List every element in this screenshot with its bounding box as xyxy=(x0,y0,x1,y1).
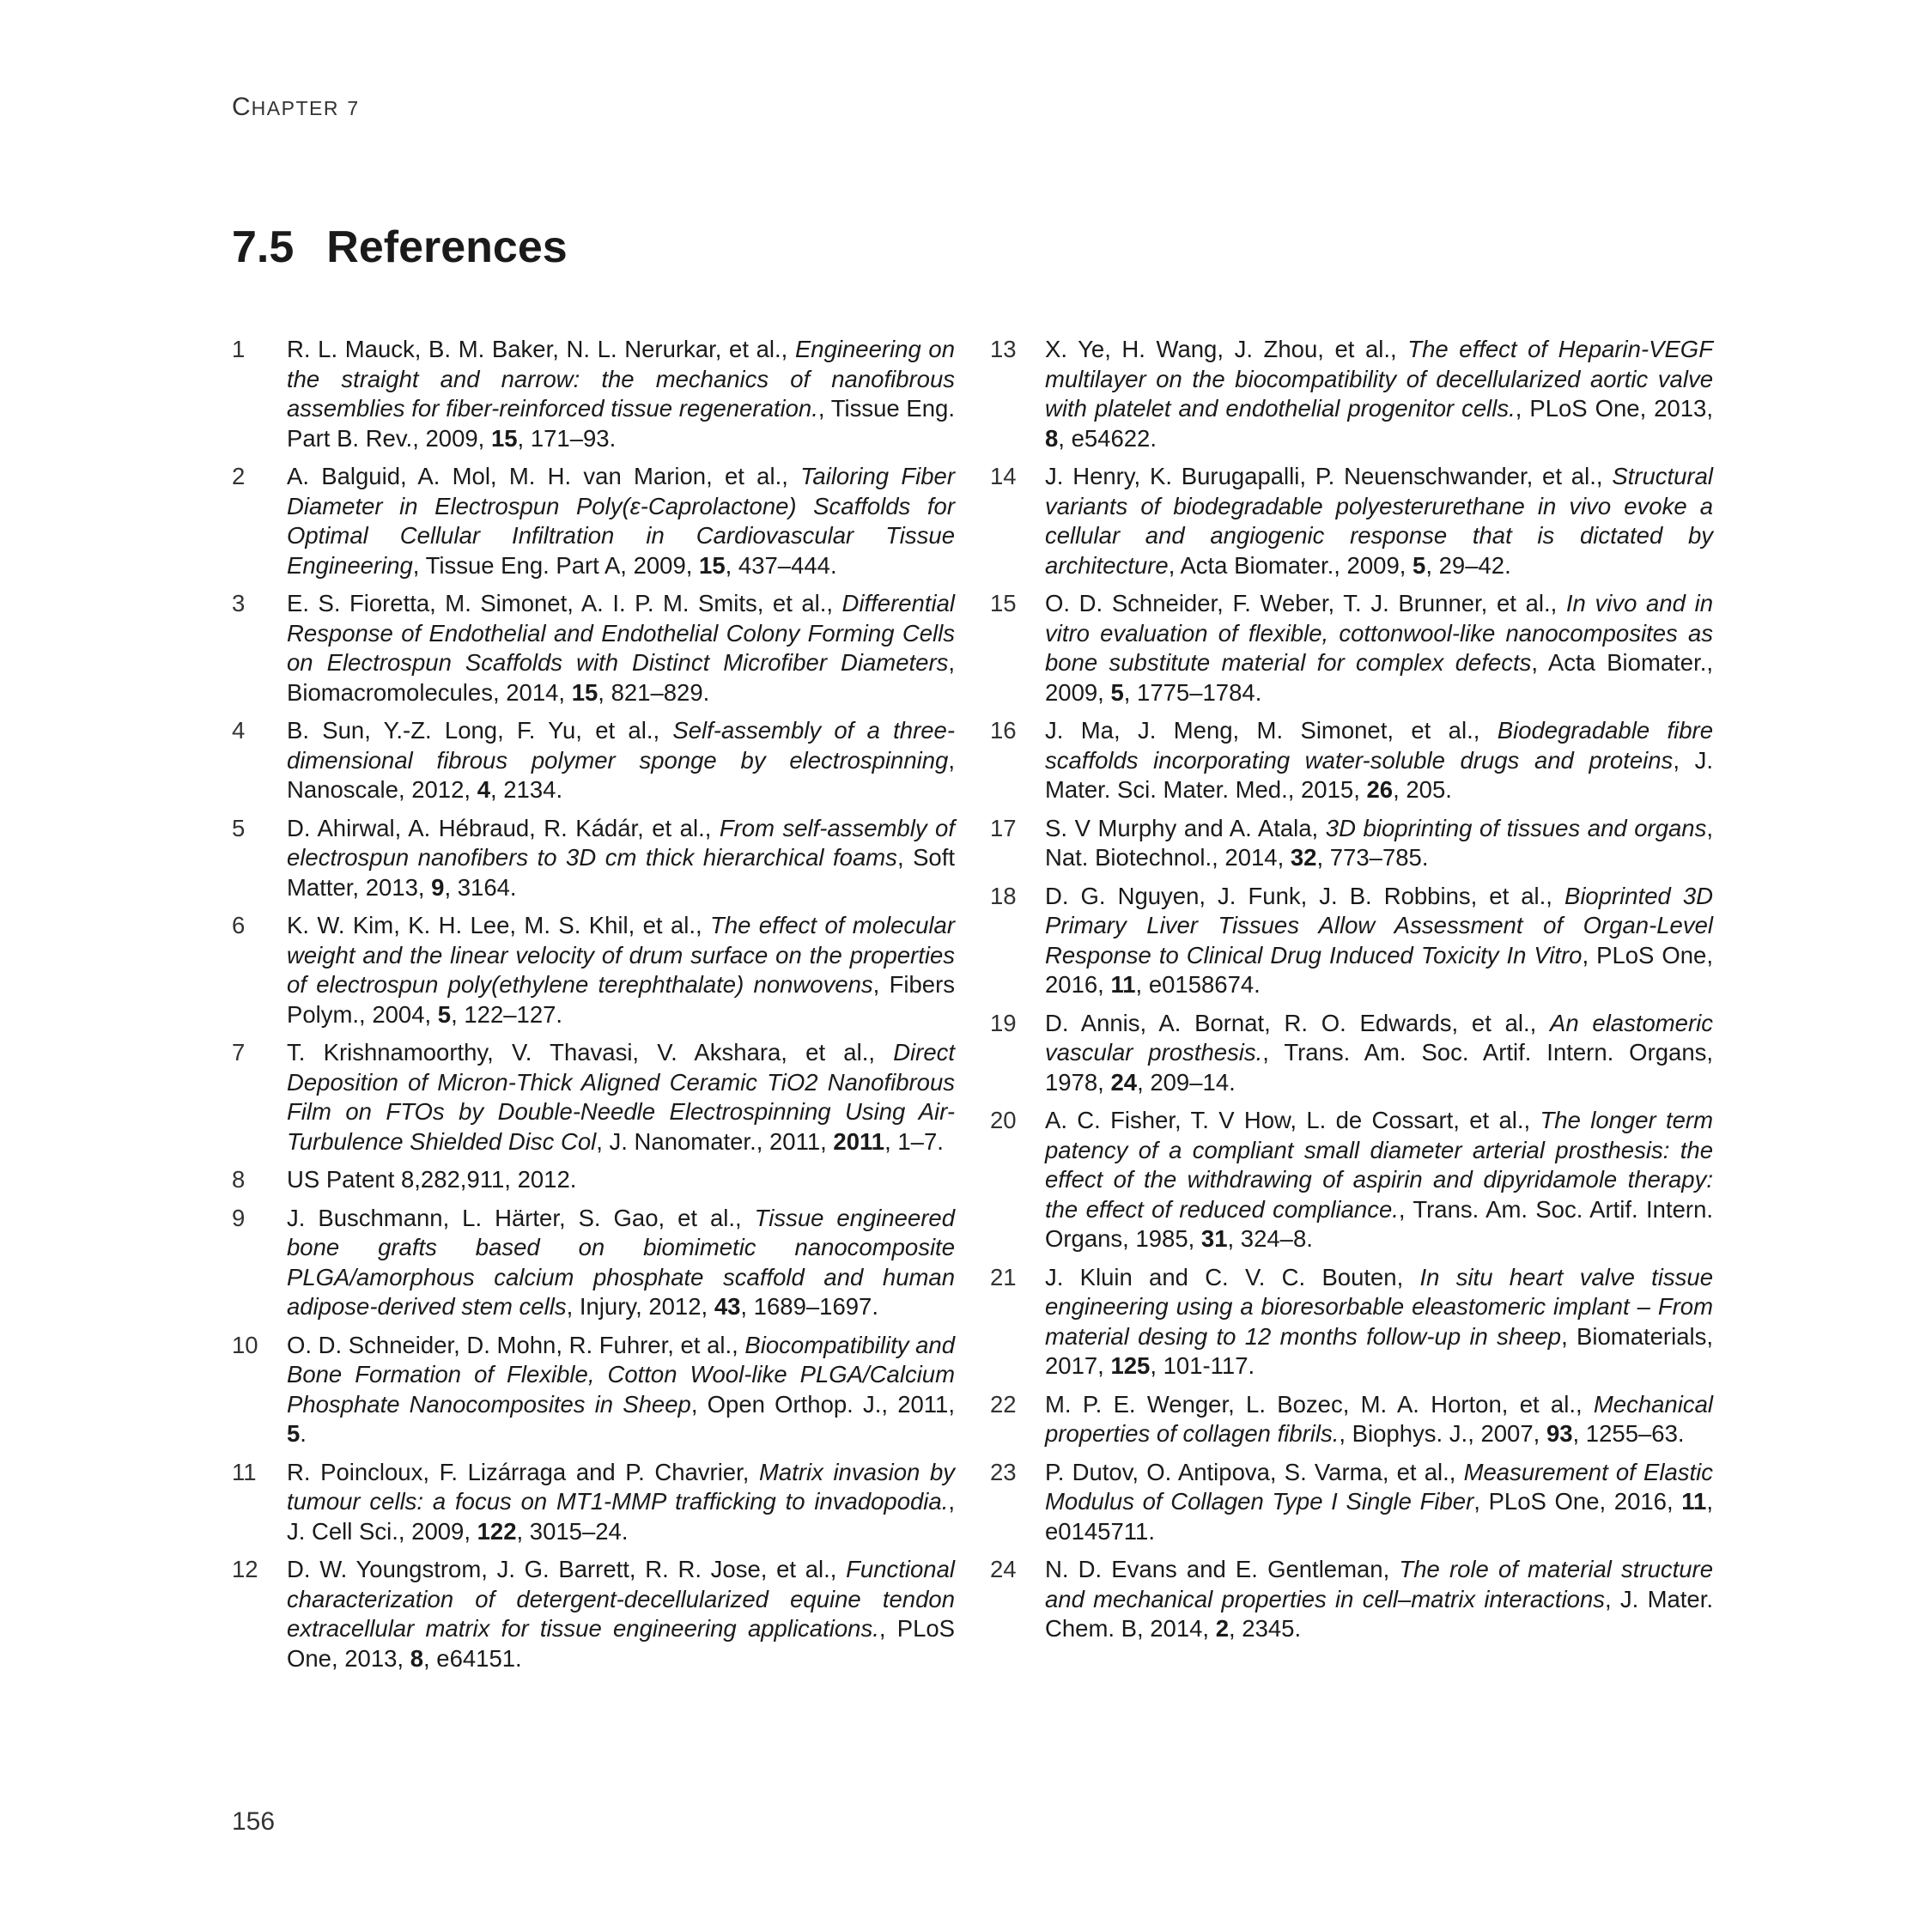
reference-pages: , 821–829. xyxy=(598,678,710,706)
reference-pages: , e0145711. xyxy=(1045,1488,1713,1545)
reference-volume: 4 xyxy=(477,776,490,803)
reference-journal: , PLoS One, 2016, xyxy=(1473,1488,1682,1515)
reference-title: The longer term patency of a compliant small diameter arterial prosthesis: the effect of the withdrawing of aspirin and dipyridamole therapy: the effect of reduced compliance. xyxy=(1045,1107,1713,1223)
reference-journal: , Biomaterials, 2017, xyxy=(1045,1322,1713,1379)
reference-journal: , Tissue Eng. Part B. Rev., 2009, xyxy=(287,395,955,452)
reference-volume: 93 xyxy=(1546,1420,1573,1447)
reference-authors: N. D. Evans and E. Gentleman, xyxy=(1045,1556,1400,1582)
reference-number: 1 xyxy=(232,336,246,362)
section-title xyxy=(232,222,568,273)
reference-title: An elastomeric vascular prosthesis. xyxy=(1045,1009,1713,1066)
reference-authors: X. Ye, H. Wang, J. Zhou, et al., xyxy=(1045,336,1408,362)
reference-authors: O. D. Schneider, F. Weber, T. J. Brunner, et al., xyxy=(1045,590,1566,616)
reference-item xyxy=(232,1555,955,1673)
reference-journal: , Acta Biomater., 2009, xyxy=(1168,551,1413,579)
reference-text xyxy=(1045,814,1713,873)
reference-number: 16 xyxy=(990,717,1017,744)
reference-authors: US Patent 8,282,911, 2012. xyxy=(287,1166,577,1193)
reference-text xyxy=(1045,1390,1713,1449)
reference-item xyxy=(990,814,1713,873)
reference-item xyxy=(232,1331,955,1449)
reference-authors: J. Henry, K. Burugapalli, P. Neuenschwander, et al., xyxy=(1045,463,1613,489)
reference-text xyxy=(1045,1106,1713,1254)
reference-authors: A. C. Fisher, T. V How, L. de Cossart, et al., xyxy=(1045,1107,1540,1133)
reference-pages: , e54622. xyxy=(1058,424,1157,452)
reference-authors: E. S. Fioretta, M. Simonet, A. I. P. M. Smits, et al., xyxy=(287,590,842,616)
reference-pages: , 1255–63. xyxy=(1572,1420,1685,1447)
reference-volume: 9 xyxy=(431,873,445,901)
reference-authors: D. W. Youngstrom, J. G. Barrett, R. R. Jose, et al., xyxy=(287,1556,847,1582)
running-head-rest: HAPTER xyxy=(251,97,339,119)
reference-text xyxy=(287,589,955,707)
reference-volume: 125 xyxy=(1110,1352,1151,1379)
reference-pages: , 3164. xyxy=(444,873,517,901)
reference-title: Bioprinted 3D Primary Liver Tissues Allow Assessment of Organ-Level Response to Clinical Drug Induced Toxicity In Vitro xyxy=(1045,882,1714,969)
reference-title: The effect of molecular weight and the linear velocity of drum surface on the properties of electrospun poly(ethylene terephthalate) nonwovens xyxy=(287,912,955,998)
reference-journal: , Biomacromolecules, 2014, xyxy=(287,649,955,706)
reference-columns xyxy=(232,335,1713,1682)
reference-pages: , 1–7. xyxy=(884,1127,944,1155)
reference-item xyxy=(990,1263,1713,1381)
running-head-number: 7 xyxy=(347,97,360,119)
reference-number: 24 xyxy=(990,1556,1017,1582)
reference-pages: , 209–14. xyxy=(1137,1068,1236,1096)
reference-pages: , 171–93. xyxy=(517,424,617,452)
reference-item xyxy=(990,589,1713,707)
reference-pages: , 29–42. xyxy=(1425,551,1511,579)
reference-volume: 15 xyxy=(571,678,598,706)
reference-authors: D. Annis, A. Bornat, R. O. Edwards, et al., xyxy=(1045,1009,1551,1036)
reference-title: Structural variants of biodegradable polyesterurethane in vivo evoke a cellular and angiogenic response that is dictated by architecture xyxy=(1045,463,1713,579)
reference-journal: , Biophys. J., 2007, xyxy=(1339,1420,1546,1447)
reference-item xyxy=(232,911,955,1029)
reference-number: 5 xyxy=(232,814,246,841)
reference-journal: , Acta Biomater., 2009, xyxy=(1045,649,1713,706)
reference-number: 3 xyxy=(232,590,246,616)
reference-number: 19 xyxy=(990,1009,1017,1036)
reference-text xyxy=(287,1165,955,1195)
reference-item xyxy=(990,882,1713,1000)
running-head-initial: C xyxy=(232,93,252,121)
reference-column-right xyxy=(990,335,1713,1682)
reference-authors: J. Ma, J. Meng, M. Simonet, et al., xyxy=(1045,717,1498,744)
reference-item xyxy=(990,1555,1713,1644)
reference-number: 9 xyxy=(232,1204,246,1231)
reference-title: Self-assembly of a three-dimensional fibrous polymer sponge by electrospinning xyxy=(287,717,955,774)
reference-authors: A. Balguid, A. Mol, M. H. van Marion, et al., xyxy=(287,463,801,489)
reference-number: 6 xyxy=(232,912,246,938)
reference-journal: , Injury, 2012, xyxy=(566,1293,714,1320)
reference-pages: , 1775–1784. xyxy=(1123,678,1262,706)
reference-pages: , 324–8. xyxy=(1227,1225,1313,1252)
reference-title: Tailoring Fiber Diameter in Electrospun Poly(ε-Caprolactone) Scaffolds for Optimal Cellular Infiltration in Cardiovascular Tissue Engineering xyxy=(287,463,955,579)
reference-title: In vivo and in vitro evaluation of flexible, cottonwool-like nanocomposites as bone substitute material for complex defects xyxy=(1045,590,1713,676)
reference-journal: , PLoS One, 2013, xyxy=(1515,395,1713,422)
reference-item xyxy=(990,1106,1713,1254)
reference-volume: 24 xyxy=(1110,1068,1138,1096)
reference-column-left xyxy=(232,335,955,1682)
reference-number: 21 xyxy=(990,1263,1017,1290)
reference-title: Measurement of Elastic Modulus of Collagen Type I Single Fiber xyxy=(1045,1458,1713,1515)
reference-pages: , e64151. xyxy=(423,1644,522,1672)
reference-volume: 5 xyxy=(437,1000,452,1028)
reference-volume: 2 xyxy=(1215,1615,1230,1642)
reference-number: 22 xyxy=(990,1390,1017,1418)
reference-journal: , Fibers Polym., 2004, xyxy=(287,971,956,1028)
reference-text xyxy=(287,911,955,1029)
reference-item xyxy=(232,462,955,580)
reference-item xyxy=(990,335,1713,453)
reference-journal: , PLoS One, 2013, xyxy=(287,1615,955,1672)
reference-journal: , J. Mater. Chem. B, 2014, xyxy=(1045,1585,1714,1642)
reference-authors: R. L. Mauck, B. M. Baker, N. L. Nerurkar, et al., xyxy=(287,336,795,362)
reference-text xyxy=(287,716,955,805)
reference-authors: D. G. Nguyen, J. Funk, J. B. Robbins, et al., xyxy=(1045,882,1564,909)
reference-text xyxy=(1045,1263,1713,1381)
reference-authors: K. W. Kim, K. H. Lee, M. S. Khil, et al., xyxy=(287,912,711,938)
reference-volume: 26 xyxy=(1366,776,1394,803)
reference-pages: , 205. xyxy=(1393,776,1452,803)
reference-authors: J. Kluin and C. V. C. Bouten, xyxy=(1045,1263,1420,1290)
reference-text xyxy=(1045,1555,1713,1644)
reference-text xyxy=(1045,1458,1713,1547)
reference-item xyxy=(232,814,955,903)
reference-text xyxy=(1045,462,1713,580)
reference-number: 8 xyxy=(232,1166,246,1193)
reference-pages: , 101-117. xyxy=(1150,1352,1255,1379)
reference-title: The role of material structure and mechanical properties in cell–matrix interactions xyxy=(1045,1556,1713,1612)
reference-pages: , 2345. xyxy=(1229,1615,1302,1642)
reference-journal: , Nat. Biotechnol., 2014, xyxy=(1045,814,1713,871)
reference-number: 15 xyxy=(990,590,1017,616)
reference-number: 18 xyxy=(990,882,1017,909)
reference-item xyxy=(232,1165,955,1195)
section-number: 7.5 xyxy=(232,222,295,272)
reference-authors: D. Ahirwal, A. Hébraud, R. Kádár, et al., xyxy=(287,814,720,841)
reference-authors: J. Buschmann, L. Härter, S. Gao, et al., xyxy=(287,1204,755,1231)
reference-authors: P. Dutov, O. Antipova, S. Varma, et al., xyxy=(1045,1458,1464,1485)
reference-item xyxy=(232,1204,955,1322)
reference-title: Tissue engineered bone grafts based on biomimetic nanocomposite PLGA/amorphous calcium phosphate scaffold and human adipose-derived stem cells xyxy=(287,1204,955,1320)
reference-title: Engineering on the straight and narrow: the mechanics of nanofibrous assemblies for fiber-reinforced tissue regeneration. xyxy=(287,336,955,422)
reference-title: Mechanical properties of collagen fibrils. xyxy=(1045,1390,1713,1447)
reference-title: Matrix invasion by tumour cells: a focus on MT1-MMP trafficking to invadopodia. xyxy=(287,1458,955,1515)
reference-text xyxy=(287,1038,955,1157)
reference-volume: 5 xyxy=(287,1420,301,1447)
page-number: 156 xyxy=(232,1807,276,1836)
section-heading: References xyxy=(326,222,568,272)
reference-title: From self-assembly of electrospun nanofibers to 3D cm thick hierarchical foams xyxy=(287,814,955,871)
reference-item xyxy=(232,589,955,707)
reference-title: 3D bioprinting of tissues and organs xyxy=(1325,814,1707,841)
reference-item xyxy=(232,716,955,805)
reference-journal: , Tissue Eng. Part A, 2009, xyxy=(412,551,700,579)
reference-pages: , 437–444. xyxy=(725,551,837,579)
reference-item xyxy=(232,1458,955,1547)
reference-title: Functional characterization of detergent-decellularized equine tendon extracellular matrix for tissue engineering applications. xyxy=(287,1556,955,1642)
reference-text xyxy=(287,1331,955,1449)
reference-volume: 2011 xyxy=(833,1127,885,1155)
reference-number: 2 xyxy=(232,463,246,489)
reference-text xyxy=(287,462,955,580)
reference-item xyxy=(990,1009,1713,1098)
reference-number: 7 xyxy=(232,1039,246,1066)
reference-authors: S. V Murphy and A. Atala, xyxy=(1045,814,1326,841)
reference-journal: , Open Orthop. J., 2011, xyxy=(690,1390,955,1418)
reference-number: 12 xyxy=(232,1556,258,1582)
reference-number: 13 xyxy=(990,336,1017,362)
reference-journal: , PLoS One, 2016, xyxy=(1045,941,1713,998)
reference-journal: , Trans. Am. Soc. Artif. Intern. Organs, 1978, xyxy=(1045,1039,1713,1096)
reference-text xyxy=(287,1555,955,1673)
reference-volume: 5 xyxy=(1413,551,1426,579)
reference-number: 20 xyxy=(990,1107,1017,1133)
reference-pages: , e0158674. xyxy=(1135,971,1261,998)
reference-item xyxy=(232,1038,955,1157)
reference-journal: , J. Nanomater., 2011, xyxy=(596,1127,834,1155)
reference-text xyxy=(1045,335,1713,453)
reference-journal: , Soft Matter, 2013, xyxy=(287,844,956,901)
reference-text xyxy=(1045,716,1713,805)
reference-volume: 15 xyxy=(699,551,726,579)
reference-pages: . xyxy=(300,1420,307,1447)
reference-number: 11 xyxy=(232,1458,257,1485)
reference-pages: , 122–127. xyxy=(451,1000,563,1028)
reference-journal: , Nanoscale, 2012, xyxy=(287,746,955,803)
reference-title: Biocompatibility and Bone Formation of Flexible, Cotton Wool-like PLGA/Calcium Phosphate Nanocomposites in Sheep xyxy=(287,1331,955,1418)
reference-authors: M. P. E. Wenger, L. Bozec, M. A. Horton, et al., xyxy=(1045,1390,1594,1418)
reference-volume: 43 xyxy=(714,1293,741,1320)
reference-text xyxy=(1045,589,1713,707)
reference-volume: 8 xyxy=(410,1644,424,1672)
reference-item xyxy=(990,1458,1713,1547)
reference-pages: , 773–785. xyxy=(1316,844,1429,871)
reference-volume: 15 xyxy=(490,424,518,452)
reference-volume: 31 xyxy=(1200,1225,1228,1252)
reference-pages: , 1689–1697. xyxy=(740,1293,878,1320)
reference-volume: 122 xyxy=(477,1517,517,1545)
reference-number: 10 xyxy=(232,1331,258,1358)
reference-pages: , 3015–24. xyxy=(516,1517,629,1545)
reference-number: 14 xyxy=(990,463,1017,489)
reference-title: Differential Response of Endothelial and Endothelial Colony Forming Cells on Electrospun Scaffolds with Distinct Microfiber Diameters xyxy=(287,590,955,676)
reference-title: Biodegradable fibre scaffolds incorporating water-soluble drugs and proteins xyxy=(1045,717,1713,774)
reference-journal: , J. Mater. Sci. Mater. Med., 2015, xyxy=(1045,746,1713,803)
reference-authors: O. D. Schneider, D. Mohn, R. Fuhrer, et al., xyxy=(287,1331,745,1358)
reference-authors: B. Sun, Y.-Z. Long, F. Yu, et al., xyxy=(287,717,673,744)
reference-text xyxy=(287,1458,955,1547)
reference-title: In situ heart valve tissue engineering using a bioresorbable eleastomeric implant – From material desing to 12 months follow-up in sheep xyxy=(1045,1263,1713,1350)
reference-title: Direct Deposition of Micron-Thick Aligned Ceramic TiO2 Nanofibrous Film on FTOs by Double-Needle Electrospinning Using Air-Turbulence Shielded Disc Col xyxy=(287,1039,955,1155)
reference-text xyxy=(287,814,955,903)
reference-number: 17 xyxy=(990,814,1017,841)
reference-volume: 11 xyxy=(1681,1488,1707,1515)
reference-item xyxy=(990,462,1713,580)
running-head xyxy=(232,93,360,122)
reference-item xyxy=(990,716,1713,805)
reference-authors: R. Poincloux, F. Lizárraga and P. Chavrier, xyxy=(287,1458,759,1485)
reference-volume: 11 xyxy=(1110,971,1136,998)
reference-title: The effect of Heparin-VEGF multilayer on the biocompatibility of decellularized aortic valve with platelet and endothelial progenitor cells. xyxy=(1045,336,1713,422)
reference-pages: , 2134. xyxy=(489,776,563,803)
reference-number: 23 xyxy=(990,1458,1017,1485)
reference-item xyxy=(232,335,955,453)
reference-volume: 32 xyxy=(1290,844,1317,871)
reference-volume: 5 xyxy=(1110,678,1124,706)
reference-text xyxy=(287,335,955,453)
reference-journal: , J. Cell Sci., 2009, xyxy=(287,1488,955,1545)
reference-text xyxy=(287,1204,955,1322)
reference-text xyxy=(1045,1009,1713,1098)
reference-authors: T. Krishnamoorthy, V. Thavasi, V. Akshara, et al., xyxy=(287,1039,894,1066)
reference-number: 4 xyxy=(232,717,246,744)
reference-item xyxy=(990,1390,1713,1449)
reference-volume: 8 xyxy=(1045,424,1059,452)
reference-text xyxy=(1045,882,1713,1000)
reference-journal: , Trans. Am. Soc. Artif. Intern. Organs, 1985, xyxy=(1045,1195,1713,1252)
